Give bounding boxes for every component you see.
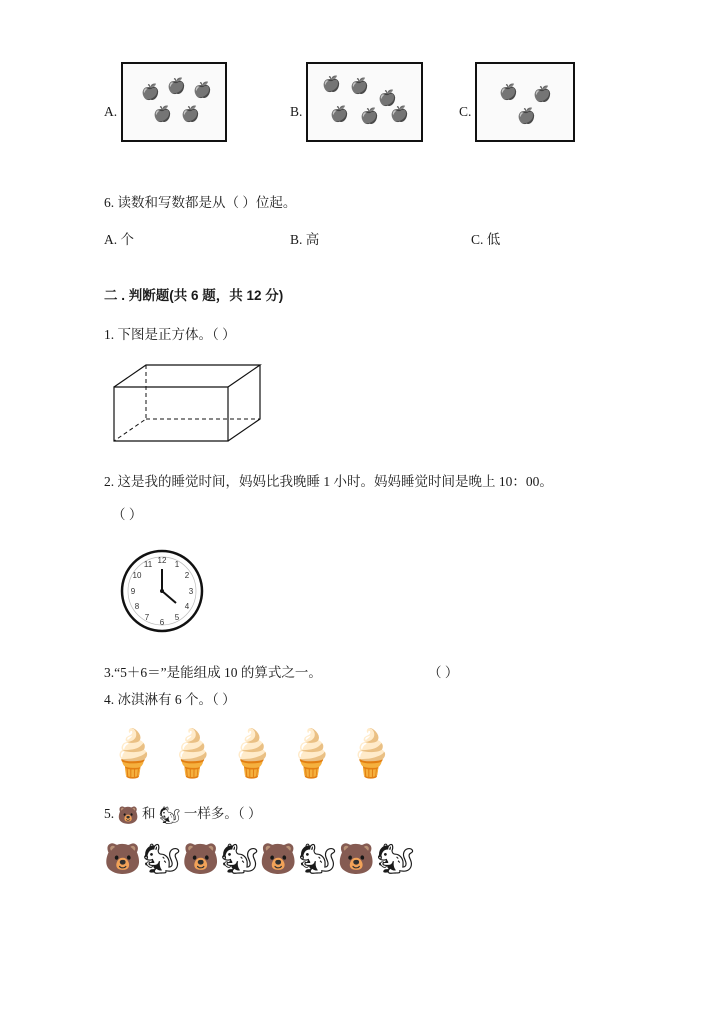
bear-icon: 🐻 — [117, 806, 139, 826]
svg-text:7: 7 — [144, 612, 150, 622]
judge-question-2: 2. 这是我的睡觉时间，妈妈比我晚睡 1 小时。妈妈睡觉时间是晚上 10：00。 — [104, 474, 553, 490]
bear-icon: 🐻 — [259, 842, 298, 876]
svg-text:1: 1 — [174, 559, 180, 569]
svg-text:5: 5 — [174, 612, 180, 622]
judge-question-5-mid: 和 — [142, 806, 156, 822]
svg-text:2: 2 — [184, 570, 190, 580]
bear-icon: 🐻 — [337, 842, 376, 876]
svg-text:8: 8 — [134, 601, 140, 611]
q6-choice-c[interactable]: C. 低 — [471, 231, 501, 247]
option-b-label: B. — [290, 104, 303, 119]
bear-icon: 🐻 — [104, 842, 142, 876]
apple-icon: 🍎 — [330, 107, 350, 123]
squirrel-icon: 🐿 — [220, 842, 259, 876]
question-6-choices — [104, 228, 616, 254]
squirrel-icon: 🐿 — [298, 842, 337, 876]
clock-figure — [112, 541, 616, 641]
cuboid-svg — [110, 361, 270, 447]
judge-question-1: 1. 下图是正方体。（ ） — [104, 326, 236, 342]
section-2-title: 二 . 判断题(共 6 题，共 12 分) — [104, 287, 284, 303]
apple-icon: 🍎 — [350, 79, 370, 95]
judge-question-2-blank: （ ） — [112, 506, 143, 522]
svg-text:11: 11 — [143, 559, 153, 569]
apple-icon: 🍎 — [533, 87, 553, 103]
judge-question-4: 4. 冰淇淋有 6 个。（ ） — [104, 691, 236, 707]
apple-icon: 🍎 — [378, 91, 398, 107]
question-5-options — [104, 62, 616, 172]
judge-question-3 — [104, 661, 616, 681]
option-c-label: C. — [459, 104, 472, 119]
question-6-text: 6. 读数和写数都是从（ ）位起。 — [104, 195, 297, 210]
clock-svg — [112, 541, 212, 641]
option-a-box — [121, 62, 227, 142]
squirrel-icon: 🐿 — [158, 806, 181, 826]
icecream-icon: 🍦 — [163, 727, 221, 779]
judge-question-3-blank: （ ） — [428, 664, 459, 680]
option-c[interactable] — [459, 62, 575, 142]
option-a[interactable] — [104, 62, 227, 142]
icecream-icon: 🍦 — [104, 727, 162, 779]
apple-icon: 🍎 — [517, 109, 537, 125]
apple-icon: 🍎 — [499, 85, 519, 101]
apple-icon: 🍎 — [167, 79, 186, 95]
apple-icon: 🍎 — [390, 107, 410, 123]
option-b-box — [306, 62, 423, 142]
bear-icon: 🐻 — [181, 842, 220, 876]
option-c-box — [475, 62, 575, 142]
q6-choice-b[interactable]: B. 高 — [290, 231, 320, 247]
icecream-icon: 🍦 — [342, 727, 400, 779]
judge-question-3-text: 3.“5＋6＝”是能组成 10 的算式之一。 — [104, 664, 322, 680]
apple-icon: 🍎 — [141, 85, 160, 101]
svg-text:6: 6 — [159, 617, 165, 627]
worksheet-content — [104, 62, 616, 876]
apple-icon: 🍎 — [322, 77, 342, 93]
svg-text:9: 9 — [130, 586, 136, 596]
apple-icon: 🍎 — [153, 107, 172, 123]
svg-text:12: 12 — [157, 555, 167, 565]
animal-row — [104, 843, 616, 876]
judge-question-5 — [104, 801, 616, 827]
svg-text:4: 4 — [184, 601, 190, 611]
icecream-icon: 🍦 — [223, 727, 281, 779]
cuboid-figure — [110, 361, 616, 451]
apple-icon: 🍎 — [193, 83, 212, 99]
squirrel-icon: 🐿 — [142, 842, 181, 876]
svg-text:10: 10 — [132, 570, 142, 580]
judge-question-5-prefix: 5. — [104, 806, 115, 822]
apple-icon: 🍎 — [181, 107, 200, 123]
apple-icon: 🍎 — [360, 109, 380, 125]
icecream-icon: 🍦 — [282, 727, 340, 779]
q6-choice-a[interactable]: A. 个 — [104, 231, 134, 247]
icecream-row — [104, 729, 616, 780]
judge-question-5-suffix: 一样多。（ ） — [183, 806, 262, 822]
svg-text:3: 3 — [188, 586, 194, 596]
option-b[interactable] — [290, 62, 423, 142]
squirrel-icon: 🐿 — [376, 842, 415, 876]
option-a-label: A. — [104, 104, 118, 119]
